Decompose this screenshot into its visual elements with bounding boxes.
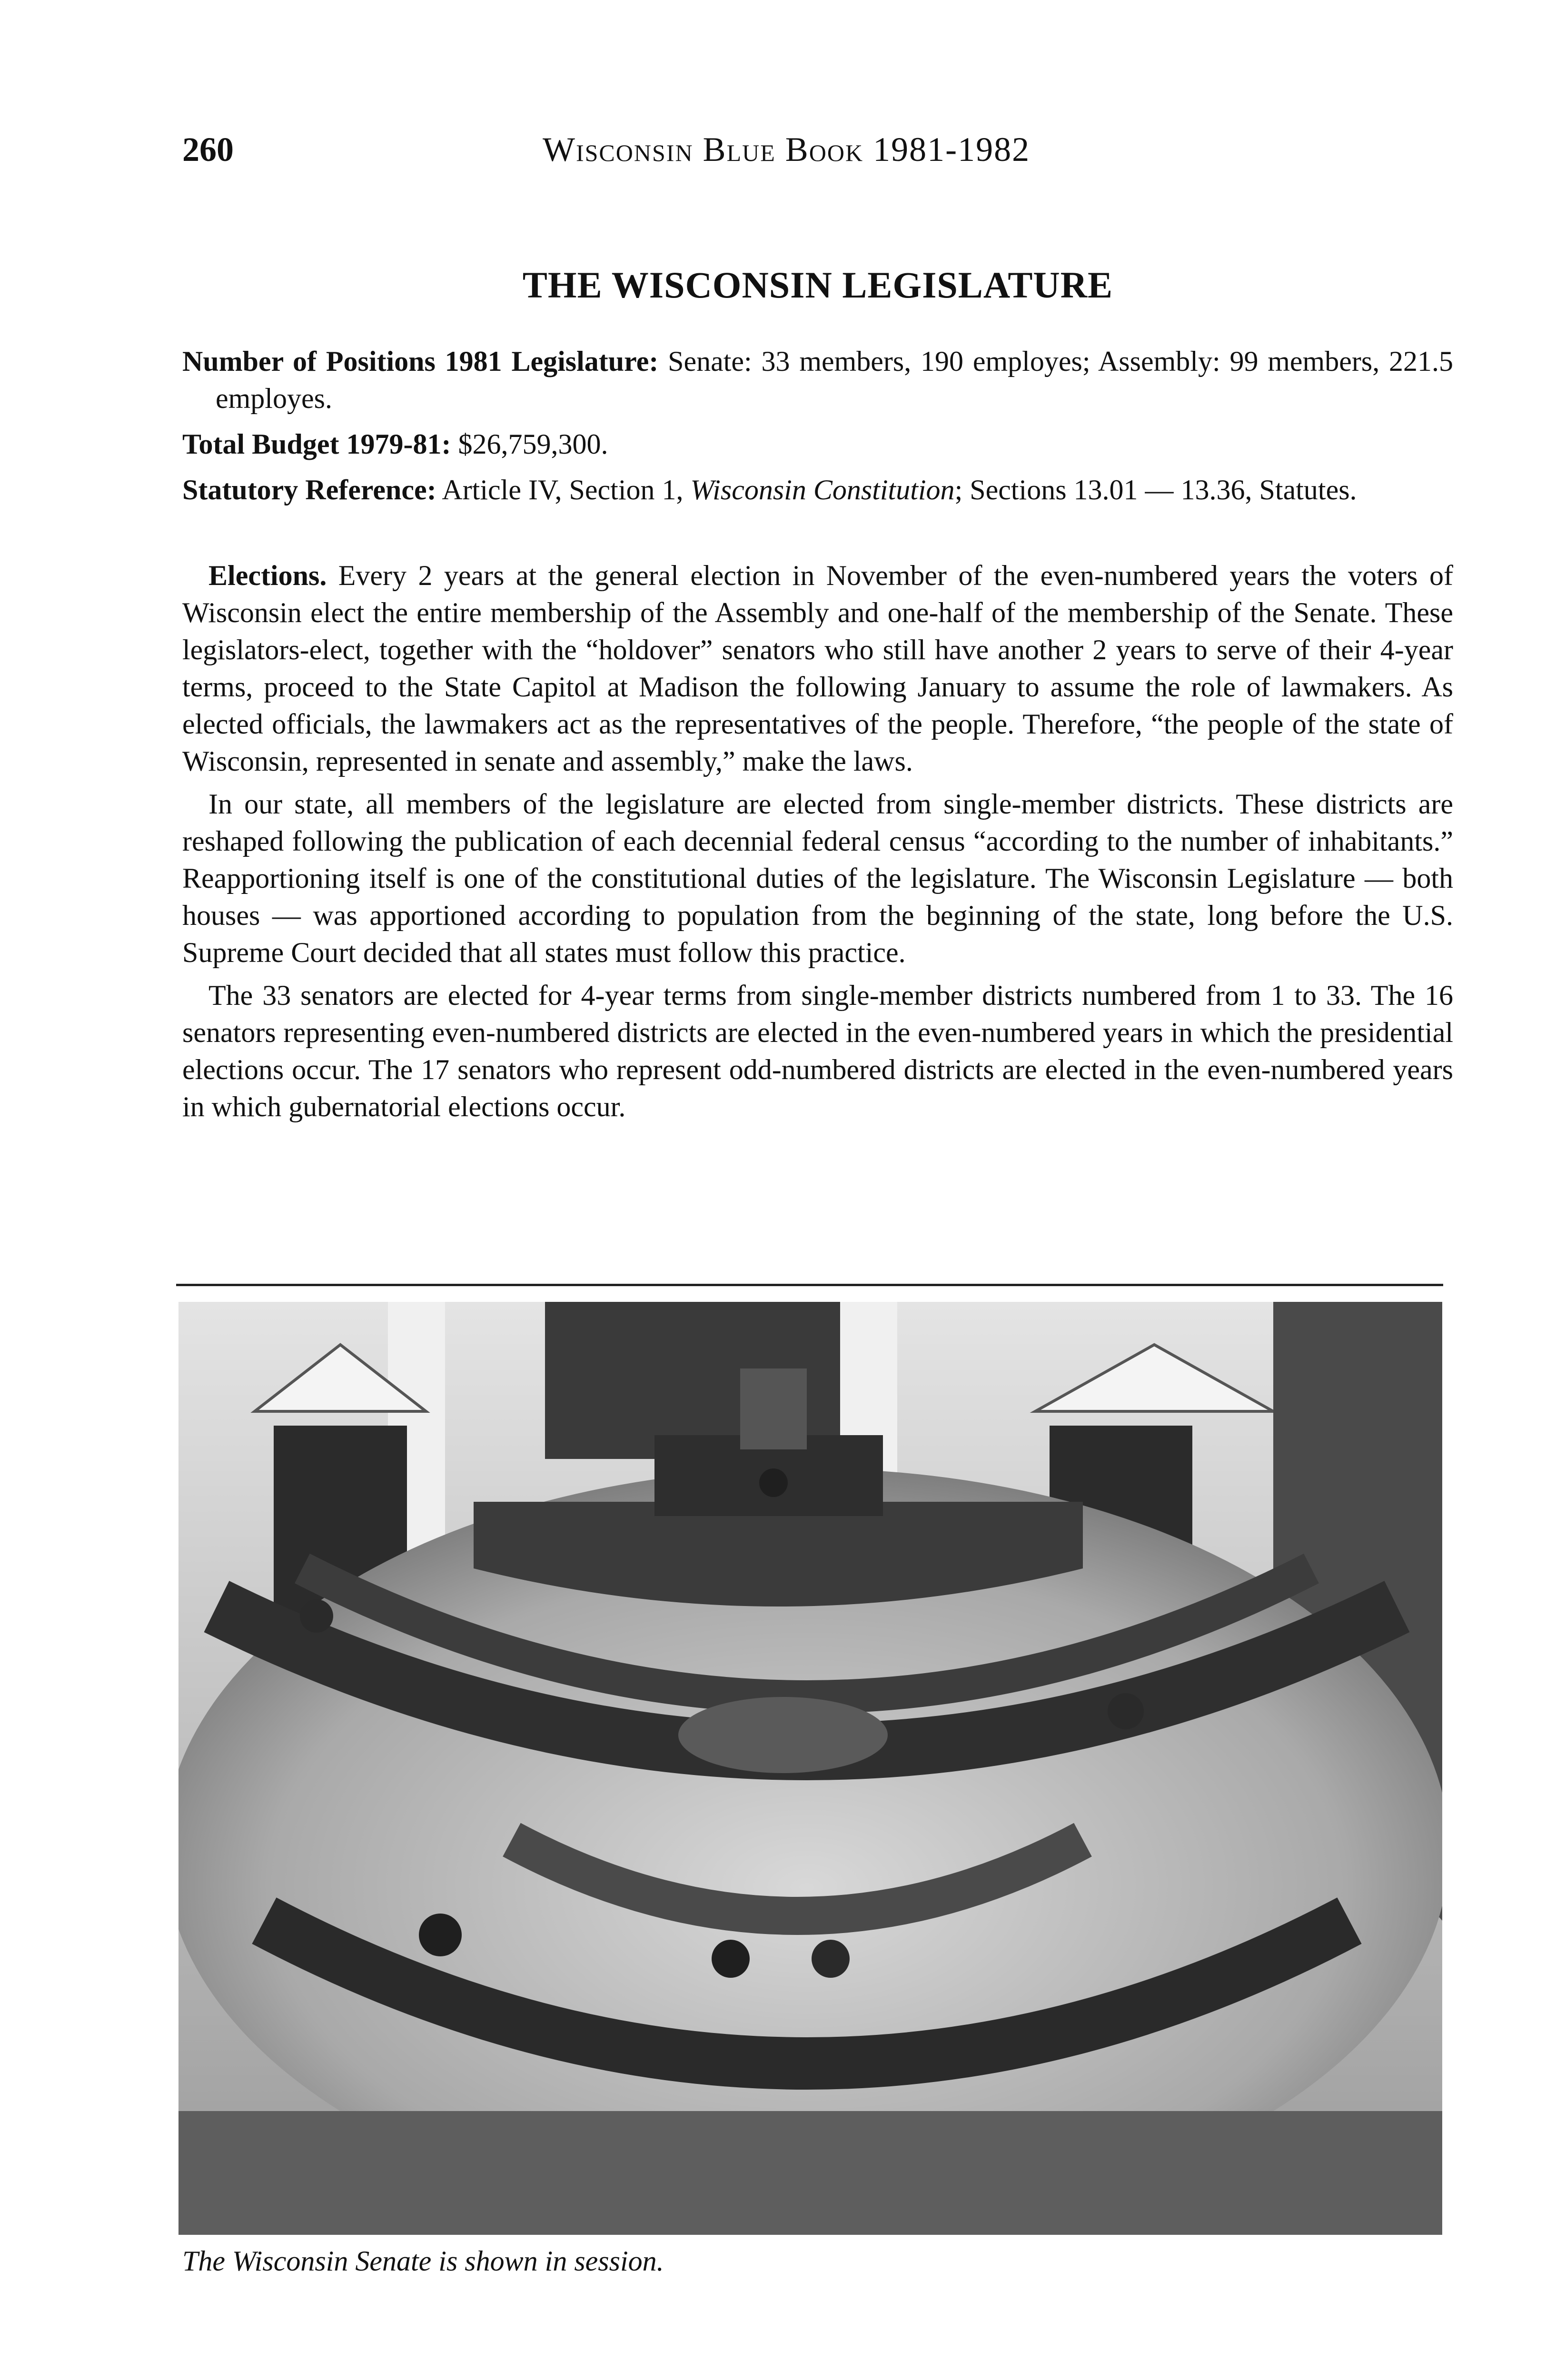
- paragraph-senators: The 33 senators are elected for 4-year terms from single-member districts numbered from 1 to 33. The 16 senators representing even-numbered districts are elected in the even-numbered years in which the presidential elections occur. The 17 senators who represent odd-numbered districts are elected in the even-numbered years in which gubernatorial elections occur.: [182, 980, 1453, 1122]
- statutory-fact: [182, 471, 1453, 508]
- positions-text: Senate: 33 members, 190 employes; Assembly: 99 members, 221.5 employes.: [216, 346, 1453, 414]
- senate-chamber-photo: [178, 1302, 1442, 2235]
- statutory-text-before: Article IV, Section 1,: [436, 474, 691, 506]
- photo-caption: The Wisconsin Senate is shown in session.: [182, 2245, 664, 2277]
- statutory-text-after: ; Sections 13.01 — 13.36, Statutes.: [954, 474, 1357, 506]
- body-text: [182, 557, 1453, 1131]
- photo-top-rule: [176, 1284, 1443, 1286]
- statutory-label: Statutory Reference:: [182, 474, 436, 506]
- paragraph-elections-text: Every 2 years at the general election in November of the even-numbered years the voters of Wisconsin elect the entire membership of the Assembly and one-half of the membership of the Senate. These legislators-elect, together with the “holdover” senators who still have another 2 years to serve of their 4-year terms, proceed to the State Capitol at Madison the following January to assume the role of lawmakers. As elected officials, the lawmakers act as the representatives of the people. Therefore, “the people of the state of Wisconsin, represented in senate and assembly,” make the laws.: [182, 560, 1453, 777]
- facts-block: [182, 343, 1453, 517]
- paragraph-elections: [182, 557, 1453, 780]
- statutory-italic: Wisconsin Constitution: [690, 474, 955, 506]
- paragraph-districts: In our state, all members of the legislature are elected from single-member districts. These districts are reshaped following the publication of each decennial federal census “according to the number of inhabitants.” Reapportioning itself is one of the constitutional duties of the legislature. The Wisconsin Legislature — both houses — was apportioned according to population from the beginning of the state, long before the U.S. Supreme Court decided that all states must follow this practice.: [182, 788, 1453, 968]
- budget-fact: [182, 426, 1453, 463]
- page-number: 260: [182, 130, 234, 169]
- positions-label: Number of Positions 1981 Legislature:: [182, 346, 659, 377]
- positions-fact: [182, 343, 1453, 417]
- budget-text: $26,759,300.: [451, 428, 608, 460]
- senate-chamber-illustration: [178, 1302, 1442, 2235]
- running-head: Wisconsin Blue Book 1981-1982: [543, 130, 1031, 169]
- page-title: THE WISCONSIN LEGISLATURE: [522, 264, 1113, 306]
- budget-label: Total Budget 1979-81:: [182, 428, 451, 460]
- elections-runin: Elections.: [208, 560, 327, 591]
